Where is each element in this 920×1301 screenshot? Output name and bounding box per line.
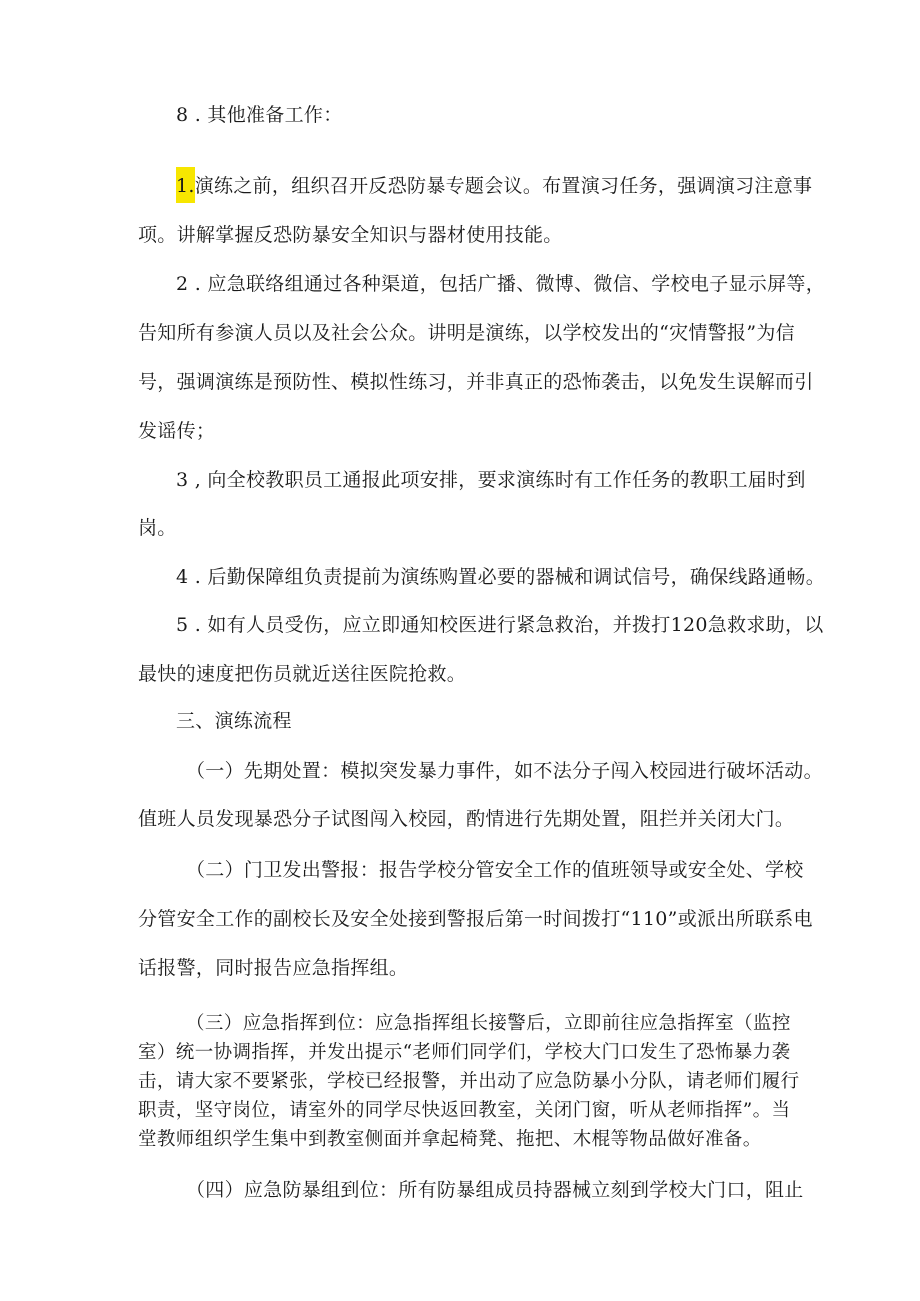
- item-3-line-2: 岗。: [138, 517, 177, 539]
- item-1-line-1: [176, 173, 813, 199]
- item-2-line-2: 告知所有参演人员以及社会公众。讲明是演练，以学校发出的“灾情警报”为信: [138, 322, 795, 344]
- heading-other-preparations: 8 . 其他准备工作：: [176, 104, 343, 126]
- item-3-line-1: 3 , 向全校教职员工通报此项安排，要求演练时有工作任务的教职工届时到: [176, 469, 806, 491]
- step-3-line-2: 室）统一协调指挥，并发出提示“老师们同学们，学校大门口发生了恐怖暴力袭: [138, 1042, 791, 1063]
- item-2-line-4: 发谣传；: [138, 420, 216, 442]
- item-1-line-1-text: 演练之前，组织召开反恐防暴专题会议。布置演习任务，强调演习注意事: [194, 175, 813, 197]
- item-2-line-1: 2 . 应急联络组通过各种渠道，包括广播、微博、微信、学校电子显示屏等，: [176, 273, 826, 295]
- item-1-line-2: 项。讲解掌握反恐防暴安全知识与器材使用技能。: [138, 224, 563, 246]
- item-5-line-1: 5 . 如有人员受伤，应立即通知校医进行紧急救治，并拨打120急救求助，以: [176, 614, 824, 636]
- item-5-line-2: 最快的速度把伤员就近送往医院抢救。: [138, 663, 467, 685]
- step-1-line-1: （一）先期处置：模拟突发暴力事件，如不法分子闯入校园进行破坏活动。: [186, 760, 823, 782]
- step-3-line-4: 职责，坚守岗位，请室外的同学尽快返回教室，关闭门窗，听从老师指挥”。当: [138, 1100, 791, 1121]
- item-1-number-highlight: 1.: [176, 167, 195, 203]
- step-3-line-3: 击，请大家不要紧张，学校已经报警，并出动了应急防暴小分队，请老师们履行: [138, 1071, 800, 1092]
- step-3-line-1: （三）应急指挥到位：应急指挥组长接警后，立即前往应急指挥室（监控: [186, 1013, 791, 1034]
- step-1-line-2: 值班人员发现暴恐分子试图闯入校园，酌情进行先期处置，阻拦并关闭大门。: [138, 808, 795, 830]
- item-4-line-1: 4 . 后勤保障组负责提前为演练购置必要的器械和调试信号，确保线路通畅。: [176, 566, 826, 588]
- step-2-line-1: （二）门卫发出警报：报告学校分管安全工作的值班领导或安全处、学校: [186, 859, 804, 881]
- step-2-line-2: 分管安全工作的副校长及安全处接到警报后第一时间拨打“110”或派出所联系电: [138, 908, 813, 930]
- step-3-line-5: 堂教师组织学生集中到教室侧面并拿起椅凳、拖把、木棍等物品做好准备。: [138, 1129, 762, 1150]
- step-2-line-3: 话报警，同时报告应急指挥组。: [138, 957, 409, 979]
- item-2-line-3: 号，强调演练是预防性、模拟性练习，并非真正的恐怖袭击，以免发生误解而引: [138, 371, 814, 393]
- section-3-title: 三、演练流程: [176, 710, 292, 732]
- step-4-line-1: （四）应急防暴组到位：所有防暴组成员持器械立刻到学校大门口，阻止: [186, 1179, 804, 1201]
